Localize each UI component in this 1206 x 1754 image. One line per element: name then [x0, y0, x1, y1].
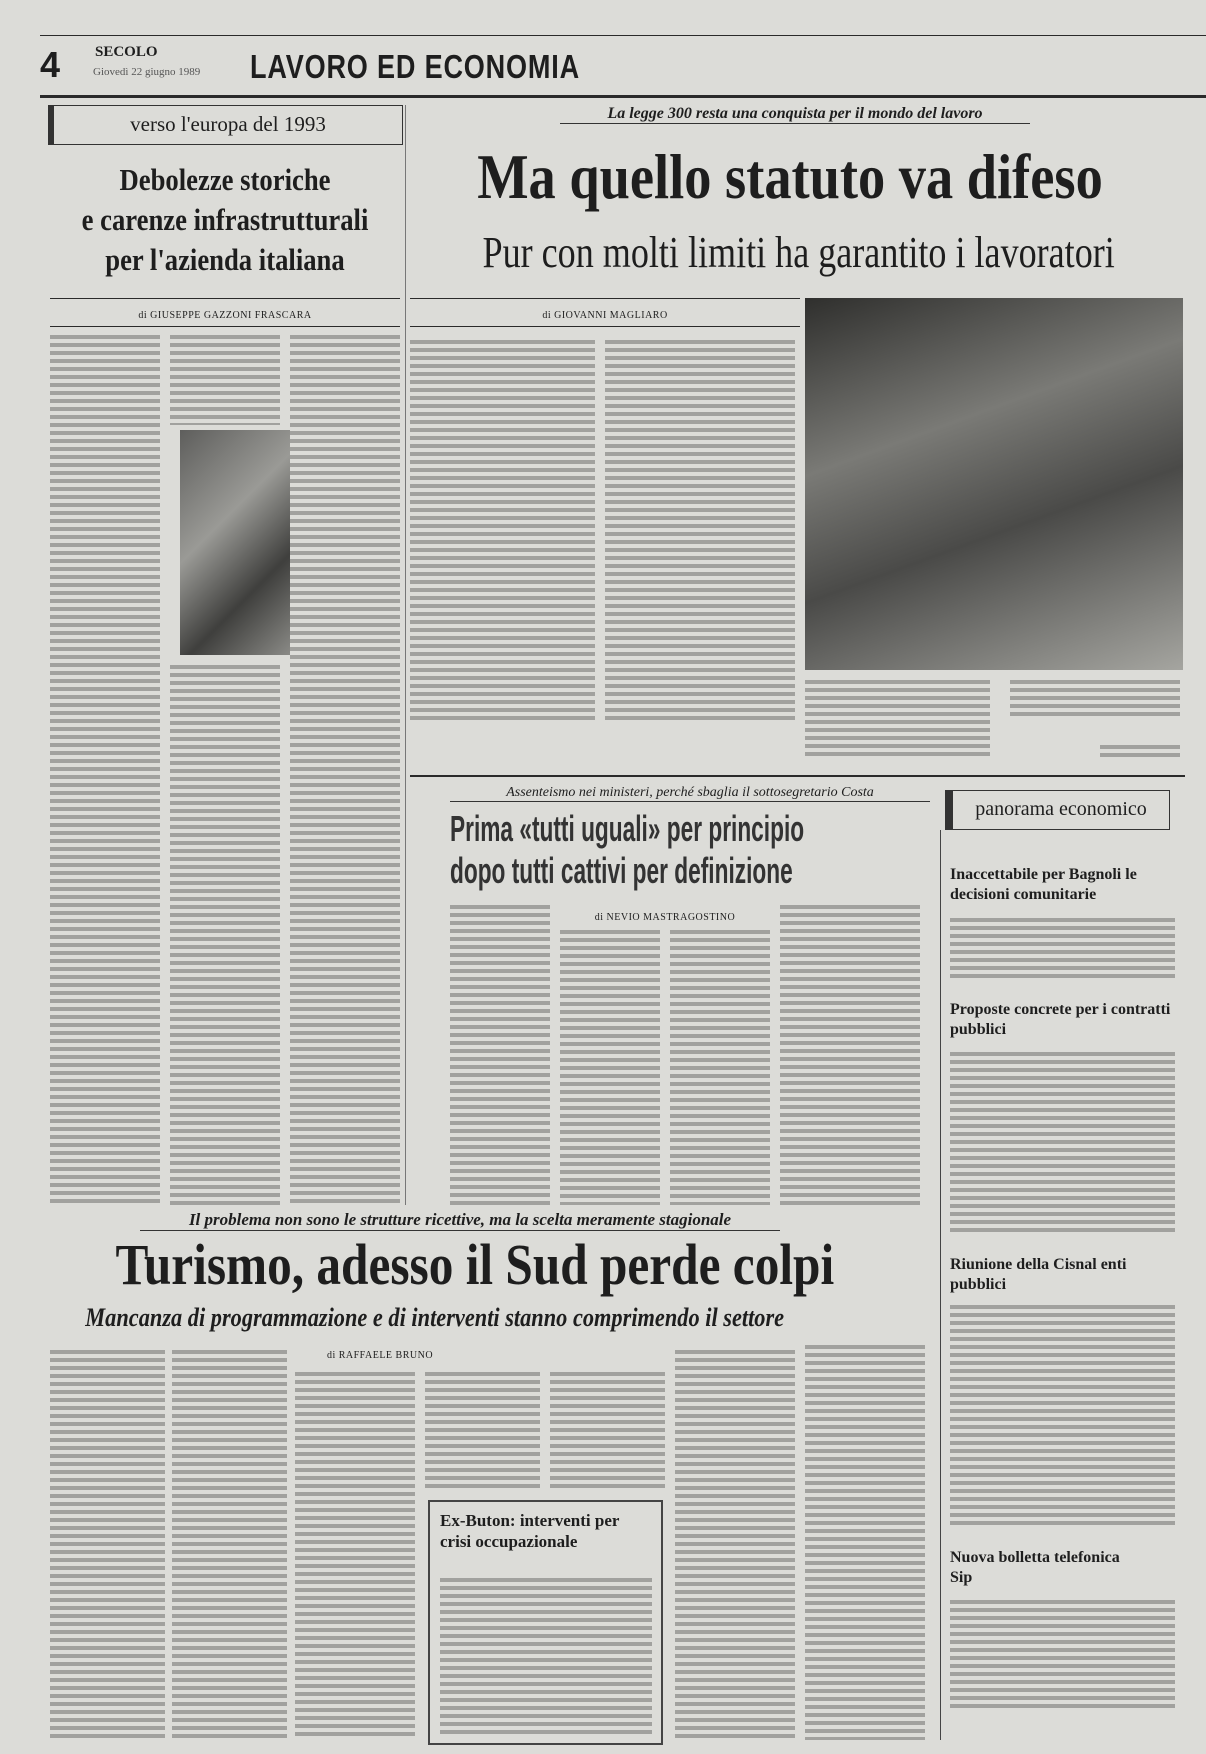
europa-byline: di GIUSEPPE GAZZONI FRASCARA	[138, 310, 312, 321]
masthead-rule	[40, 95, 1206, 98]
panorama-item-title: Nuova bolletta telefonica Sip	[950, 1549, 1120, 1586]
article-text	[172, 1350, 287, 1740]
article-text	[675, 1350, 795, 1740]
turismo-headline: Turismo, adesso il Sud perde colpi	[115, 1232, 835, 1297]
article-text	[50, 335, 160, 1205]
headline-line: Prima «tutti uguali» per principio	[450, 808, 805, 849]
article-text	[670, 930, 770, 1205]
statuto-subhead: Pur con molti limiti ha garantito i lavoratori	[482, 228, 1115, 277]
article-text	[425, 1372, 540, 1490]
article-text	[805, 680, 990, 760]
panorama-item-title: Proposte concrete per i contratti pubblici	[950, 1001, 1171, 1038]
article-text	[950, 1600, 1175, 1712]
headline-line: Debolezze storiche	[119, 162, 331, 197]
article-text	[560, 930, 660, 1205]
rule	[410, 298, 800, 299]
author-note	[1100, 745, 1180, 761]
paper-name: SECOLO	[95, 44, 158, 60]
page-number: 4	[40, 44, 61, 85]
statuto-kicker: La legge 300 resta una conquista per il mondo del lavoro	[560, 105, 1030, 124]
assenteismo-headline	[450, 808, 804, 892]
article-text	[1010, 680, 1180, 720]
industrial-photo	[180, 430, 290, 655]
article-text	[550, 1372, 665, 1490]
top-rule	[40, 35, 1206, 36]
article-text	[780, 905, 920, 1205]
buton-headline: Ex-Buton: interventi per crisi occupazionale	[440, 1511, 620, 1551]
rubric-panorama: panorama economico	[945, 790, 1170, 830]
rule	[50, 326, 400, 327]
headline-line: dopo tutti cattivi per definizione	[450, 850, 793, 891]
headline-line: per l'azienda italiana	[105, 242, 345, 277]
article-text	[440, 1578, 652, 1734]
article-text	[805, 1345, 925, 1740]
rule	[940, 830, 941, 1740]
statuto-headline: Ma quello statuto va difeso	[477, 141, 1103, 212]
turismo-byline: di RAFFAELE BRUNO	[326, 1350, 434, 1361]
europa-headline	[45, 160, 405, 280]
rule	[410, 775, 1185, 777]
statuto-byline: di GIOVANNI MAGLIARO	[542, 310, 668, 321]
article-text	[950, 1052, 1175, 1236]
rule	[50, 298, 400, 299]
article-text	[295, 1372, 415, 1740]
section-title: LAVORO ED ECONOMIA	[250, 48, 580, 85]
assenteismo-kicker: Assenteismo nei ministeri, perché sbaglia il sottosegretario Costa	[450, 785, 930, 802]
article-text	[50, 1350, 165, 1740]
issue-date: Giovedì 22 giugno 1989	[93, 66, 201, 78]
article-text	[290, 335, 400, 1205]
factory-workers-photo	[805, 298, 1183, 670]
panorama-item-title: Riunione della Cisnal enti pubblici	[950, 1256, 1127, 1293]
article-text	[410, 340, 595, 720]
turismo-kicker: Il problema non sono le strutture ricettive, ma la scelta meramente stagionale	[140, 1210, 780, 1231]
article-text	[605, 340, 795, 720]
buton-box	[428, 1500, 663, 1745]
article-text	[170, 335, 280, 425]
panorama-item-title: Inaccettabile per Bagnoli le decisioni comunitarie	[950, 866, 1137, 903]
rubric-europa: verso l'europa del 1993	[48, 105, 403, 145]
turismo-subhead: Mancanza di programmazione e di interventi stanno comprimendo il settore	[85, 1303, 785, 1332]
article-text	[950, 1305, 1175, 1529]
column-divider	[405, 105, 406, 1205]
headline-line: e carenze infrastrutturali	[81, 202, 369, 237]
article-text	[950, 918, 1175, 982]
assenteismo-byline: di NEVIO MASTRAGOSTINO	[594, 912, 736, 923]
article-text	[170, 665, 280, 1205]
rule	[410, 326, 800, 327]
article-text	[450, 905, 550, 1205]
